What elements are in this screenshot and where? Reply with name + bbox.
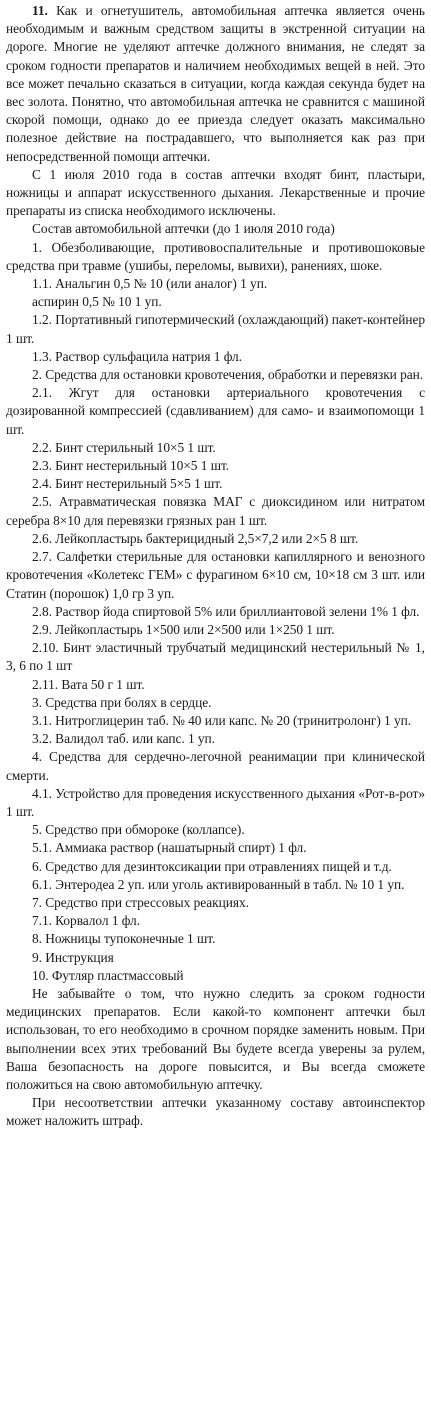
kit-item: 3.2. Валидол таб. или капс. 1 уп. [32, 731, 215, 747]
paragraph-expiry: Не забывайте о том, что нужно следить за сроком годности медицинских препаратов. Если какой-то компонент аптечки был использован, то его необходимо в срочном порядке заменить новым. При выполнении всех этих требований Вы будете всегда уверены за рулем, Ваша безопасность на дороге повысится, и Вы всегда сможете положиться на свою автомобильную аптечку. [6, 985, 425, 1092]
kit-item: 1.1. Анальгин 0,5 № 10 (или аналог) 1 уп. [32, 276, 268, 292]
kit-item: 2.1. Жгут для остановки артериального кровотечения с дозированной компрессией (сдавливанием) для само- и взаимопомощи 1 шт. [6, 385, 425, 437]
kit-items-list [6, 239, 425, 985]
kit-item: 2.4. Бинт нестерильный 5×5 1 шт. [32, 476, 223, 492]
kit-item: 8. Ножницы тупоконечные 1 шт. [32, 931, 216, 947]
kit-item: 2.7. Салфетки стерильные для остановки капиллярного и венозного кровотечения «Колетекс ГЕМ» с фурагином 6×10 см, 10×18 см 3 шт. или Статин (порошок) 1,0 гр 3 уп. [6, 549, 425, 601]
kit-item: 4. Средства для сердечно-легочной реанимации при клинической смерти. [6, 749, 425, 783]
kit-item: 2.11. Вата 50 г 1 шт. [32, 676, 145, 692]
kit-item: аспирин 0,5 № 10 1 уп. [32, 294, 162, 310]
kit-item: 10. Футляр пластмассовый [32, 967, 184, 983]
kit-item: 2.8. Раствор йода спиртовой 5% или бриллиантовой зелени 1% 1 фл. [32, 603, 420, 619]
kit-item: 5. Средство при обмороке (коллапсе). [32, 822, 245, 838]
kit-item: 2.2. Бинт стерильный 10×5 1 шт. [32, 439, 216, 455]
task-number: 11. [32, 3, 48, 18]
kit-item: 6.1. Энтеродеа 2 уп. или уголь активированный в табл. № 10 1 уп. [32, 876, 405, 892]
kit-item: 1.3. Раствор сульфацила натрия 1 фл. [32, 348, 242, 364]
intro-paragraph [6, 2, 425, 166]
kit-item: 7.1. Корвалол 1 фл. [32, 913, 140, 929]
kit-item: 5.1. Аммиака раствор (нашатырный спирт) 1 фл. [32, 840, 307, 856]
kit-item: 6. Средство для дезинтоксикации при отравлениях пищей и т.д. [32, 858, 392, 874]
kit-item: 3. Средства при болях в сердце. [32, 694, 212, 710]
paragraph-fine: При несоответствии аптечки указанному составу автоинспектор может наложить штраф. [6, 1095, 425, 1129]
paragraph-2010: С 1 июля 2010 года в состав аптечки входят бинт, пластыри, ножницы и аппарат искусственного дыхания. Лекарственные и прочие препараты из списка необходимого исключены. [6, 166, 425, 219]
kit-item: 2. Средства для остановки кровотечения, обработки и перевязки ран. [32, 367, 424, 383]
kit-item: 4.1. Устройство для проведения искусственного дыхания «Рот-в-рот» 1 шт. [6, 785, 425, 819]
kit-item: 9. Инструкция [32, 949, 114, 965]
kit-item: 2.5. Атравматическая повязка МАГ с диоксидином или нитратом серебра 8×10 для перевязки грязных ран 1 шт. [6, 494, 425, 528]
kit-item: 2.9. Лейкопластырь 1×500 или 2×500 или 1×250 1 шт. [32, 621, 335, 637]
intro-text: Как и огнетушитель, автомобильная аптечка является очень необходимым и важным средством защиты в экстренной ситуации на дороге. Многие не уделяют аптечке должного внимания, не следят за сроком годности препаратов и наличием необходимых вещей в ней. Это все может печально сказаться в ситуации, когда каждая секунда будет на вес золота. Понятно, что автомобильная аптечка не сравнится с машиной скорой помощи, однако до ее приезда следует оказать максимально полезное действие на пострадавшего, что выполняется как раз при непосредственной помощи аптечки. [6, 3, 425, 164]
kit-item: 1.2. Портативный гипотермический (охлаждающий) пакет-контейнер 1 шт. [6, 312, 425, 346]
list-title: Состав автомобильной аптечки (до 1 июля 2010 года) [32, 221, 335, 237]
kit-item: 2.3. Бинт нестерильный 10×5 1 шт. [32, 458, 230, 474]
kit-item: 7. Средство при стрессовых реакциях. [32, 894, 249, 910]
kit-item: 2.10. Бинт эластичный трубчатый медицинский нестерильный № 1, 3, 6 по 1 шт [6, 640, 425, 674]
kit-item: 1. Обезболивающие, противовоспалительные и противошоковые средства при травме (ушибы, переломы, вывихи), ранениях, шоке. [6, 239, 425, 273]
kit-item: 3.1. Нитроглицерин таб. № 40 или капс. № 20 (тринитролонг) 1 уп. [32, 712, 412, 728]
kit-item: 2.6. Лейкопластырь бактерицидный 2,5×7,2 или 2×5 8 шт. [32, 530, 359, 546]
